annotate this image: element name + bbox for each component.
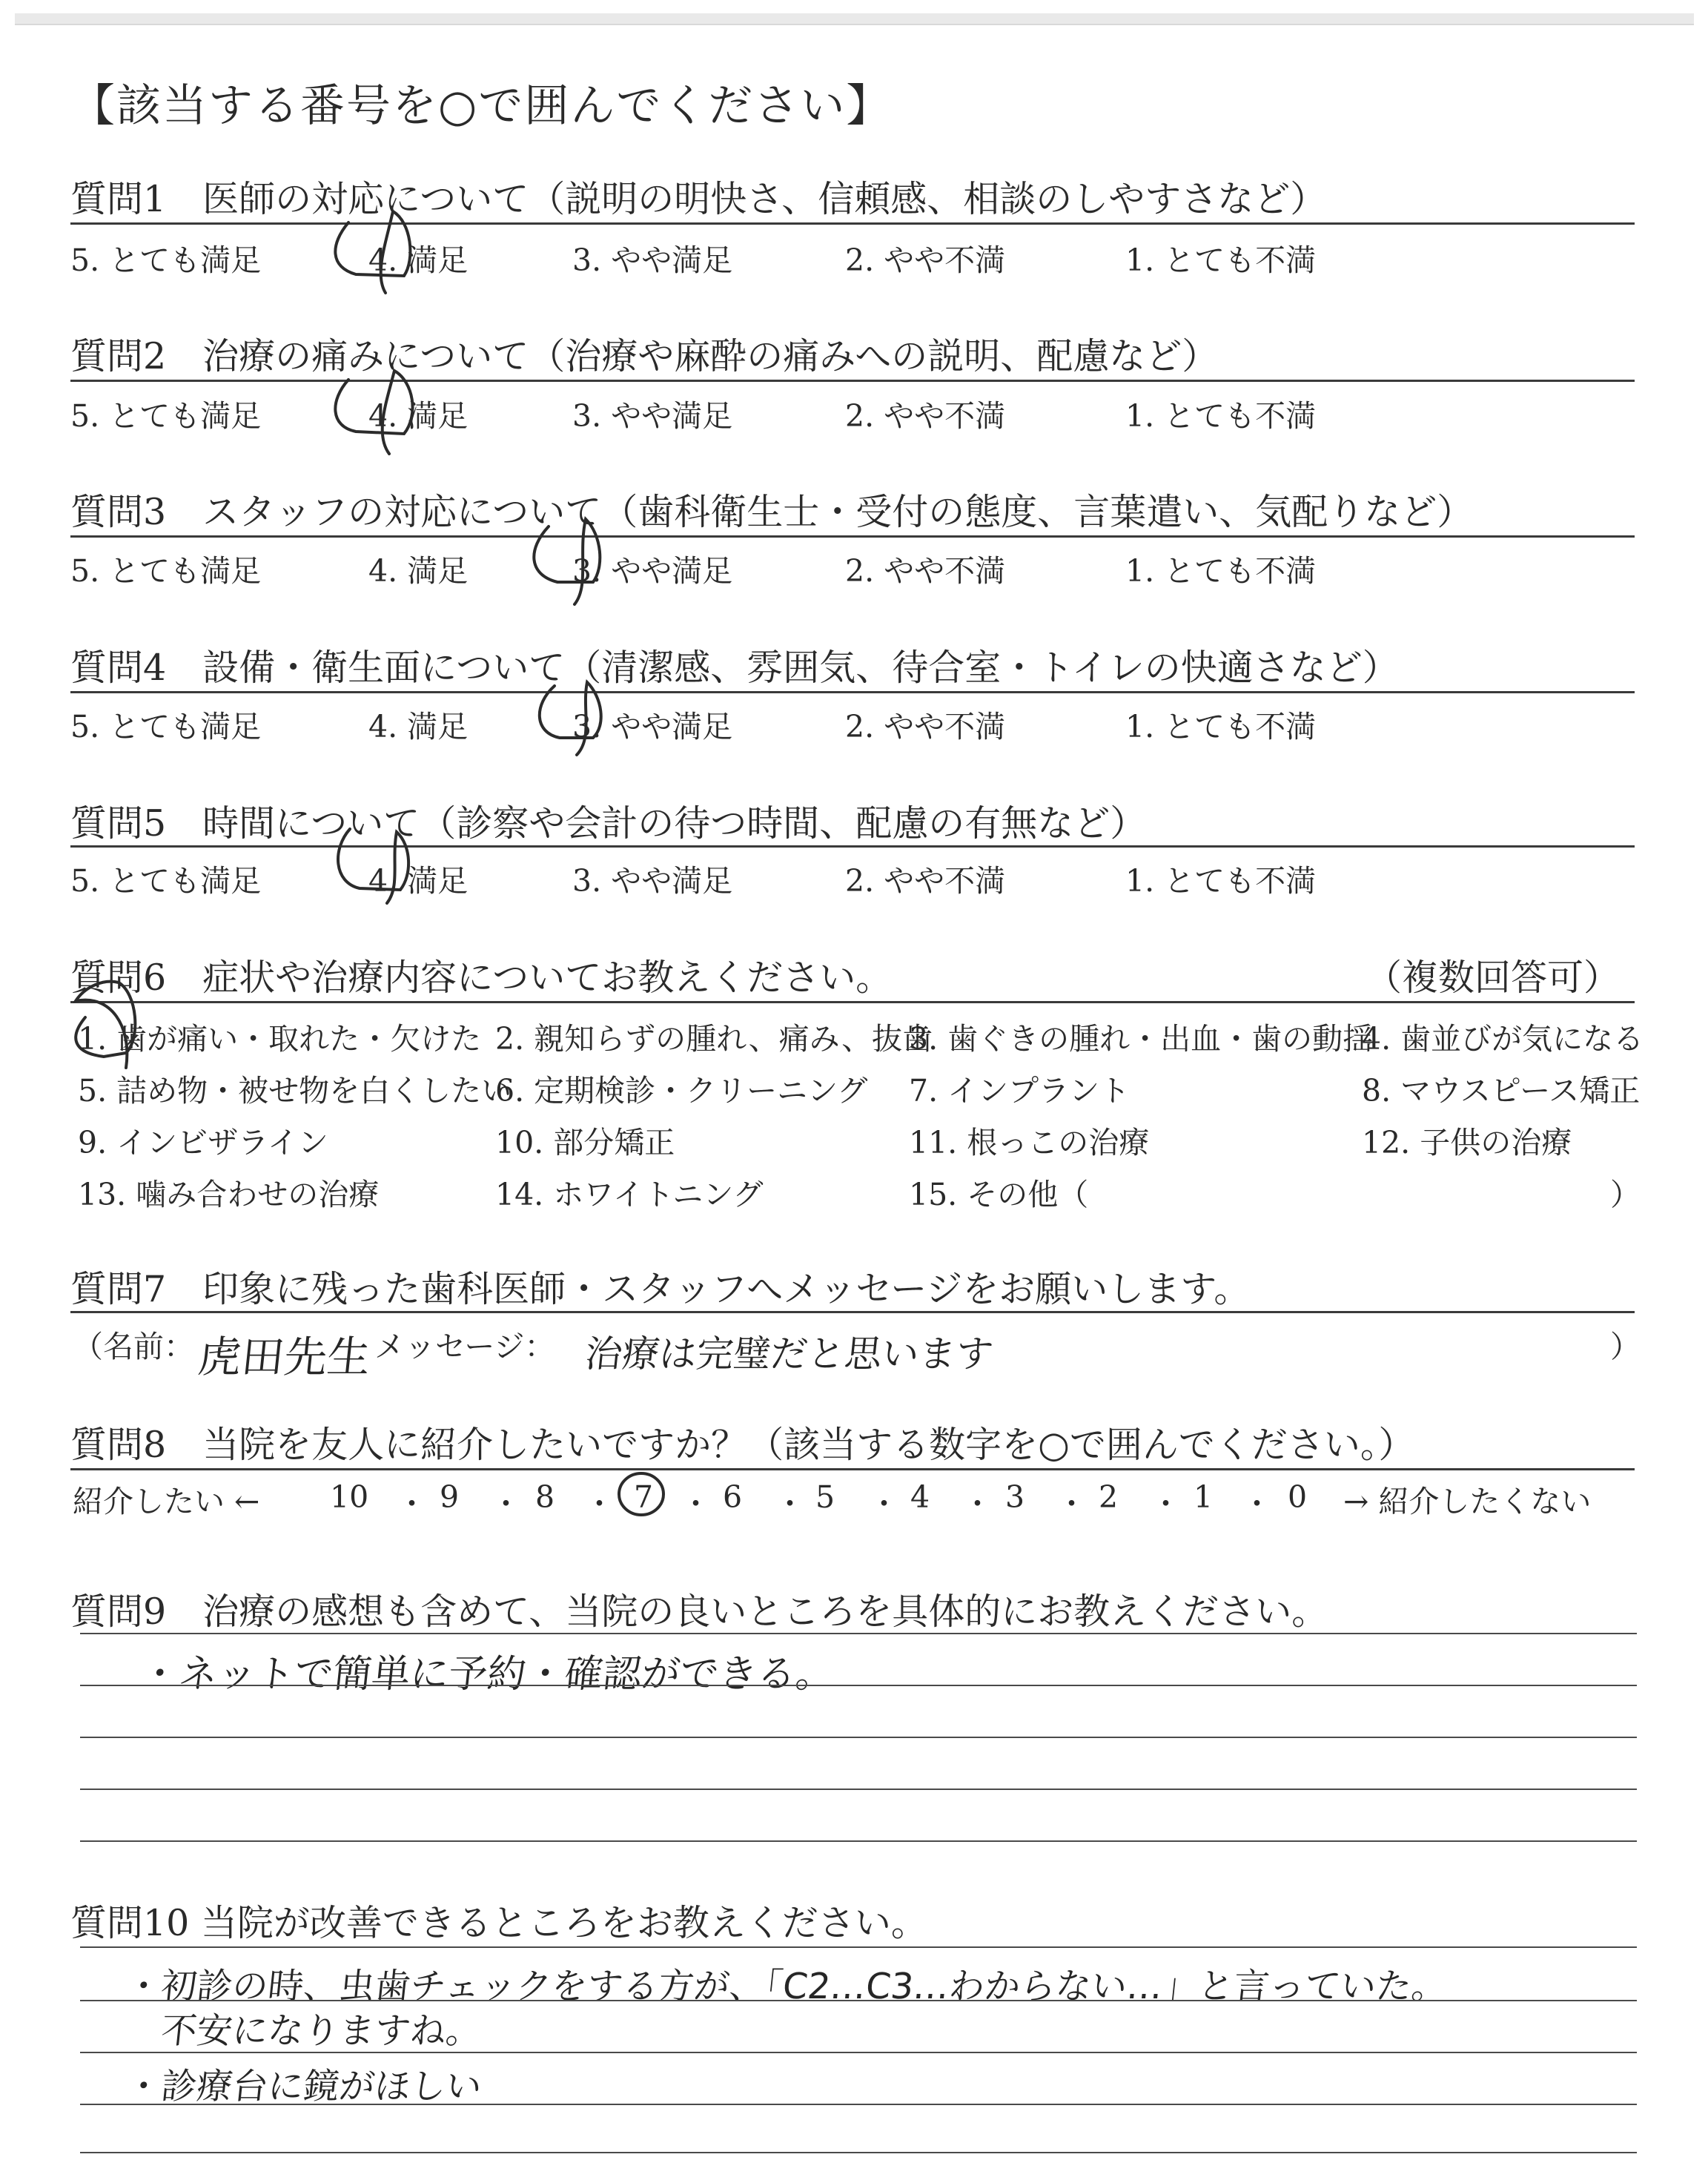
q8-sep: ・ <box>1151 1486 1181 1522</box>
q8-scale-5[interactable]: 5 <box>815 1479 835 1515</box>
q10-line <box>80 1946 1637 1948</box>
q8-rule <box>70 1468 1635 1470</box>
q7-rule <box>70 1311 1635 1313</box>
q8-scale-3[interactable]: 3 <box>1005 1479 1025 1515</box>
q8-sep: ・ <box>775 1486 805 1522</box>
q10-answer-line-3[interactable]: ・診療台に鏡がほしい <box>123 2066 484 2107</box>
q5-title: 質問5 時間について（診察や会計の待つ時間、配慮の有無など） <box>70 802 1147 845</box>
q5-option-3[interactable]: 3. やや満足 <box>572 863 733 899</box>
q9-line <box>80 1840 1637 1842</box>
q8-scale-6[interactable]: 6 <box>723 1479 743 1515</box>
q6-item-6[interactable]: 6. 定期検診・クリーニング <box>495 1073 868 1109</box>
q9-answer-handwritten[interactable]: ・ネットで簡単に予約・確認ができる。 <box>138 1652 837 1697</box>
q4-rule <box>70 691 1635 693</box>
q9-title: 質問9 治療の感想も含めて、当院の良いところを具体的にお教えください。 <box>70 1591 1328 1633</box>
q2-option-2[interactable]: 2. やや不満 <box>845 398 1006 434</box>
q10-line <box>80 2052 1637 2053</box>
q4-option-3[interactable]: 3. やや満足 <box>572 709 733 744</box>
q8-sep: ・ <box>1242 1486 1272 1522</box>
q8-title: 質問8 当院を友人に紹介したいですか？（該当する数字を○で囲んでください。） <box>70 1424 1415 1466</box>
q7-message-label: メッセージ： <box>374 1329 555 1364</box>
q3-option-4[interactable]: 4. 満足 <box>368 553 469 589</box>
q8-left-label: 紹介したい ← <box>73 1484 260 1519</box>
q9-line <box>80 1737 1637 1738</box>
q7-title: 質問7 印象に残った歯科医師・スタッフへメッセージをお願いします。 <box>70 1268 1251 1310</box>
q6-rule <box>70 1001 1635 1003</box>
q3-option-5[interactable]: 5. とても満足 <box>70 553 262 589</box>
q1-title: 質問1 医師の対応について（説明の明快さ、信頼感、相談のしやすさなど） <box>70 178 1327 220</box>
q4-option-5[interactable]: 5. とても満足 <box>70 709 262 744</box>
q5-option-5[interactable]: 5. とても満足 <box>70 863 262 899</box>
q1-option-4[interactable]: 4. 満足 <box>368 242 469 278</box>
q6-item-15[interactable]: 15. その他（ <box>909 1177 1089 1212</box>
q8-scale-1[interactable]: 1 <box>1194 1479 1214 1515</box>
q1-rule <box>70 222 1635 225</box>
q6-item-13[interactable]: 13. 噛み合わせの治療 <box>78 1177 380 1212</box>
q2-option-4[interactable]: 4. 満足 <box>368 398 469 434</box>
q10-line <box>80 2152 1637 2153</box>
scan-edge <box>15 13 1694 25</box>
q2-title: 質問2 治療の痛みについて（治療や麻酔の痛みへの説明、配慮など） <box>70 335 1219 377</box>
q1-option-2[interactable]: 2. やや不満 <box>845 242 1006 278</box>
q9-line <box>80 1685 1637 1686</box>
q3-option-1[interactable]: 1. とても不満 <box>1125 553 1317 589</box>
q6-title: 質問6 症状や治療内容についてお教えください。 <box>70 957 893 999</box>
q4-title: 質問4 設備・衛生面について（清潔感、雰囲気、待合室・トイレの快適さなど） <box>70 647 1399 689</box>
q1-option-3[interactable]: 3. やや満足 <box>572 242 733 278</box>
q6-item-11[interactable]: 11. 根っこの治療 <box>909 1125 1150 1160</box>
q1-option-1[interactable]: 1. とても不満 <box>1125 242 1317 278</box>
q6-item-12[interactable]: 12. 子供の治療 <box>1362 1125 1572 1160</box>
q4-option-2[interactable]: 2. やや不満 <box>845 709 1006 744</box>
q10-answer-line-1[interactable]: ・初診の時、虫歯チェックをする方が、「C2…C3…わからない…」と言っていた。 <box>123 1966 1450 2007</box>
q2-option-5[interactable]: 5. とても満足 <box>70 398 262 434</box>
q5-option-1[interactable]: 1. とても不満 <box>1125 863 1317 899</box>
q8-scale-4[interactable]: 4 <box>910 1479 930 1515</box>
q7-close-paren: ） <box>1610 1329 1641 1364</box>
q7-name-handwritten[interactable]: 虎田先生 <box>195 1332 374 1382</box>
q6-other-close-paren: ） <box>1610 1177 1641 1212</box>
q8-sep: ・ <box>584 1486 615 1522</box>
q3-option-2[interactable]: 2. やや不満 <box>845 553 1006 589</box>
q10-line <box>80 2104 1637 2105</box>
q10-line <box>80 2000 1637 2001</box>
q10-title: 質問10 当院が改善できるところをお教えください。 <box>70 1902 927 1944</box>
q9-line <box>80 1789 1637 1790</box>
q6-item-5[interactable]: 5. 詰め物・被せ物を白くしたい <box>78 1073 512 1109</box>
q9-line <box>80 1633 1637 1634</box>
q3-option-3[interactable]: 3. やや満足 <box>572 553 733 589</box>
q4-option-1[interactable]: 1. とても不満 <box>1125 709 1317 744</box>
q6-item-14[interactable]: 14. ホワイトニング <box>495 1177 764 1212</box>
q8-scale-7[interactable]: 7 <box>634 1479 654 1515</box>
q7-message-handwritten[interactable]: 治療は完璧だと思います <box>583 1332 996 1375</box>
q2-rule <box>70 380 1635 382</box>
q6-item-2[interactable]: 2. 親知らずの腫れ、痛み、抜歯 <box>495 1021 933 1057</box>
q6-item-8[interactable]: 8. マウスピース矯正 <box>1362 1073 1641 1109</box>
q8-sep: ・ <box>1056 1486 1087 1522</box>
q6-item-1[interactable]: 1. 歯が痛い・取れた・欠けた <box>78 1021 482 1057</box>
q8-sep: ・ <box>962 1486 993 1522</box>
q10-answer-line-2[interactable]: 不安になりますね。 <box>159 2010 484 2052</box>
q8-scale-8[interactable]: 8 <box>535 1479 555 1515</box>
q4-option-4[interactable]: 4. 満足 <box>368 709 469 744</box>
q6-note: （複数回答可） <box>1366 957 1621 999</box>
q1-option-5[interactable]: 5. とても満足 <box>70 242 262 278</box>
q6-item-10[interactable]: 10. 部分矯正 <box>495 1125 675 1160</box>
q5-option-4[interactable]: 4. 満足 <box>368 863 469 899</box>
q8-scale-9[interactable]: 9 <box>440 1479 460 1515</box>
page-heading: 【該当する番号を○で囲んでください】 <box>70 80 893 132</box>
q8-right-label: → 紹介したくない <box>1343 1484 1592 1519</box>
q6-item-9[interactable]: 9. インビザライン <box>78 1125 328 1160</box>
q2-option-1[interactable]: 1. とても不満 <box>1125 398 1317 434</box>
q6-item-4[interactable]: 4. 歯並びが気になる <box>1362 1021 1644 1057</box>
q8-sep: ・ <box>869 1486 899 1522</box>
q5-rule <box>70 845 1635 848</box>
q5-option-2[interactable]: 2. やや不満 <box>845 863 1006 899</box>
q8-sep: ・ <box>491 1486 521 1522</box>
q2-option-3[interactable]: 3. やや満足 <box>572 398 733 434</box>
q3-title: 質問3 スタッフの対応について（歯科衛生士・受付の態度、言葉遣い、気配りなど） <box>70 491 1474 533</box>
q6-item-3[interactable]: 3. 歯ぐきの腫れ・出血・歯の動揺 <box>909 1021 1374 1057</box>
q8-scale-2[interactable]: 2 <box>1099 1479 1119 1515</box>
q8-sep: ・ <box>397 1486 427 1522</box>
q8-sep: ・ <box>681 1486 711 1522</box>
q8-scale-0[interactable]: 0 <box>1288 1479 1308 1515</box>
q3-rule <box>70 535 1635 538</box>
q8-scale-10[interactable]: 10 <box>330 1479 369 1515</box>
q6-item-7[interactable]: 7. インプラント <box>909 1073 1131 1109</box>
q7-name-label: （名前： <box>73 1329 194 1364</box>
